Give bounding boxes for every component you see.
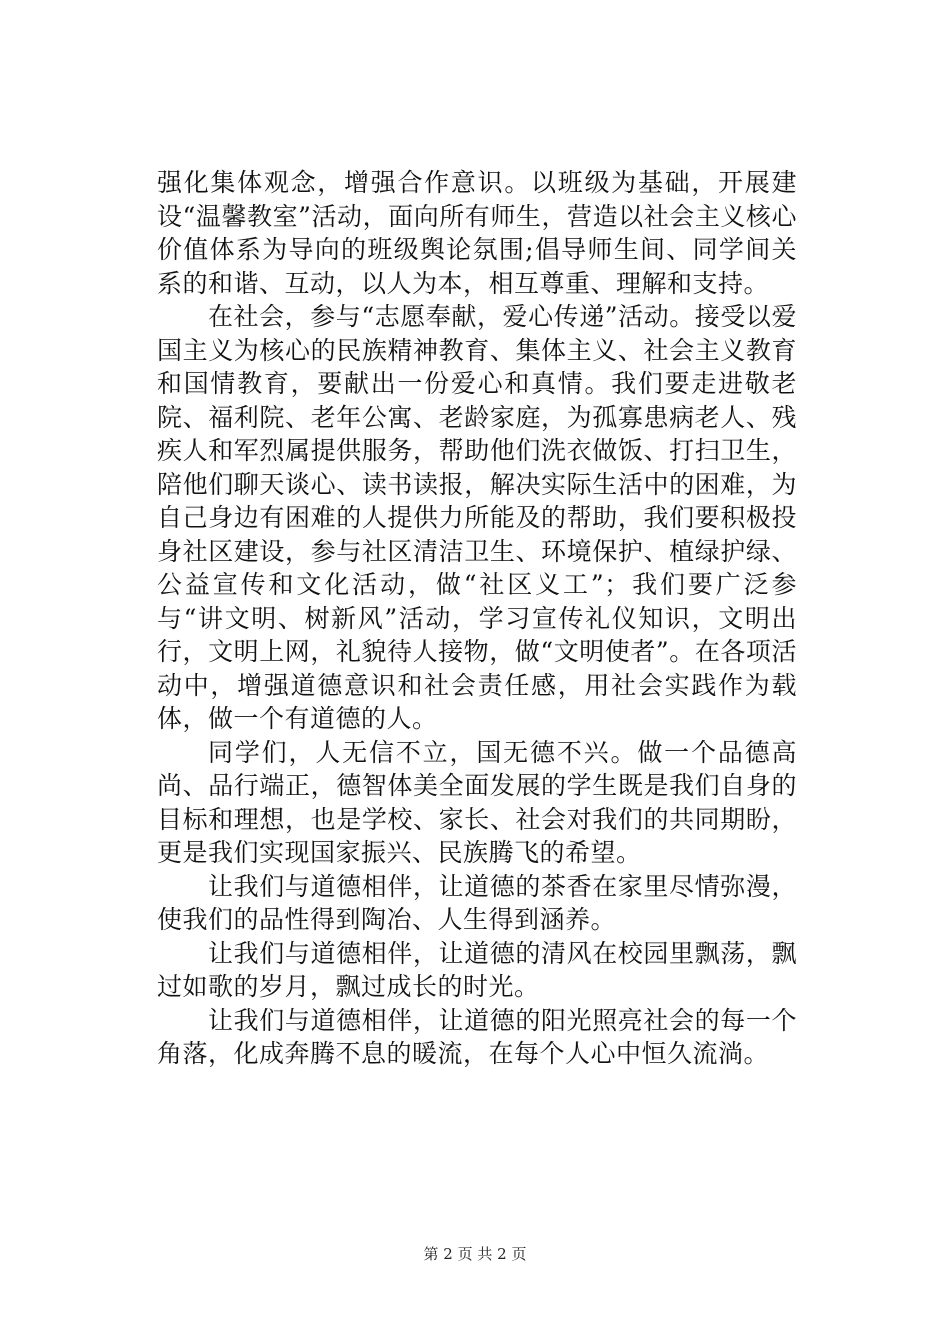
paragraph-campus: 让我们与道德相伴，让道德的清风在校园里飘荡，飘过如歌的岁月，飘过成长的时光。 — [157, 938, 797, 1001]
paragraph-home: 让我们与道德相伴，让道德的茶香在家里尽情弥漫，使我们的品性得到陶冶、人生得到涵养。 — [157, 871, 797, 934]
document-body — [157, 166, 797, 1071]
paragraph-continued: 强化集体观念，增强合作意识。以班级为基础，开展建设“温馨教室”活动，面向所有师生，营造以社会主义核心价值体系为导向的班级舆论氛围;倡导师生间、同学间关系的和谐、互动，以人为本，相互尊重、理解和支持。 — [157, 168, 797, 298]
page-number-footer: 第 2 页 共 2 页 — [423, 1245, 527, 1263]
paragraph-society: 在社会，参与“志愿奉献，爱心传递”活动。接受以爱国主义为核心的民族精神教育、集体主义、社会主义教育和国情教育，要献出一份爱心和真情。我们要走进敬老院、福利院、老年公寓、老龄家庭，为孤寡患病老人、残疾人和军烈属提供服务，帮助他们洗衣做饭、打扫卫生，陪他们聊天谈心、读书读报，解决实际生活中的困难，为自己身边有困难的人提供力所能及的帮助，我们要积极投身社区建设，参与社区清洁卫生、环境保护、植绿护绿、公益宣传和文化活动，做“社区义工”；我们要广泛参与“讲文明、树新风”活动，学习宣传礼仪知识，文明出行，文明上网，礼貌待人接物，做“文明使者”。在各项活动中，增强道德意识和社会责任感，用社会实践作为载体，做一个有道德的人。 — [157, 302, 797, 733]
paragraph-society-closing: 让我们与道德相伴，让道德的阳光照亮社会的每一个角落，化成奔腾不息的暖流，在每个人心中恒久流淌。 — [157, 1005, 797, 1068]
paragraph-classmates: 同学们，人无信不立，国无德不兴。做一个品德高尚、品行端正，德智体美全面发展的学生既是我们自身的目标和理想，也是学校、家长、社会对我们的共同期盼，更是我们实现国家振兴、民族腾飞的希望。 — [157, 737, 797, 867]
